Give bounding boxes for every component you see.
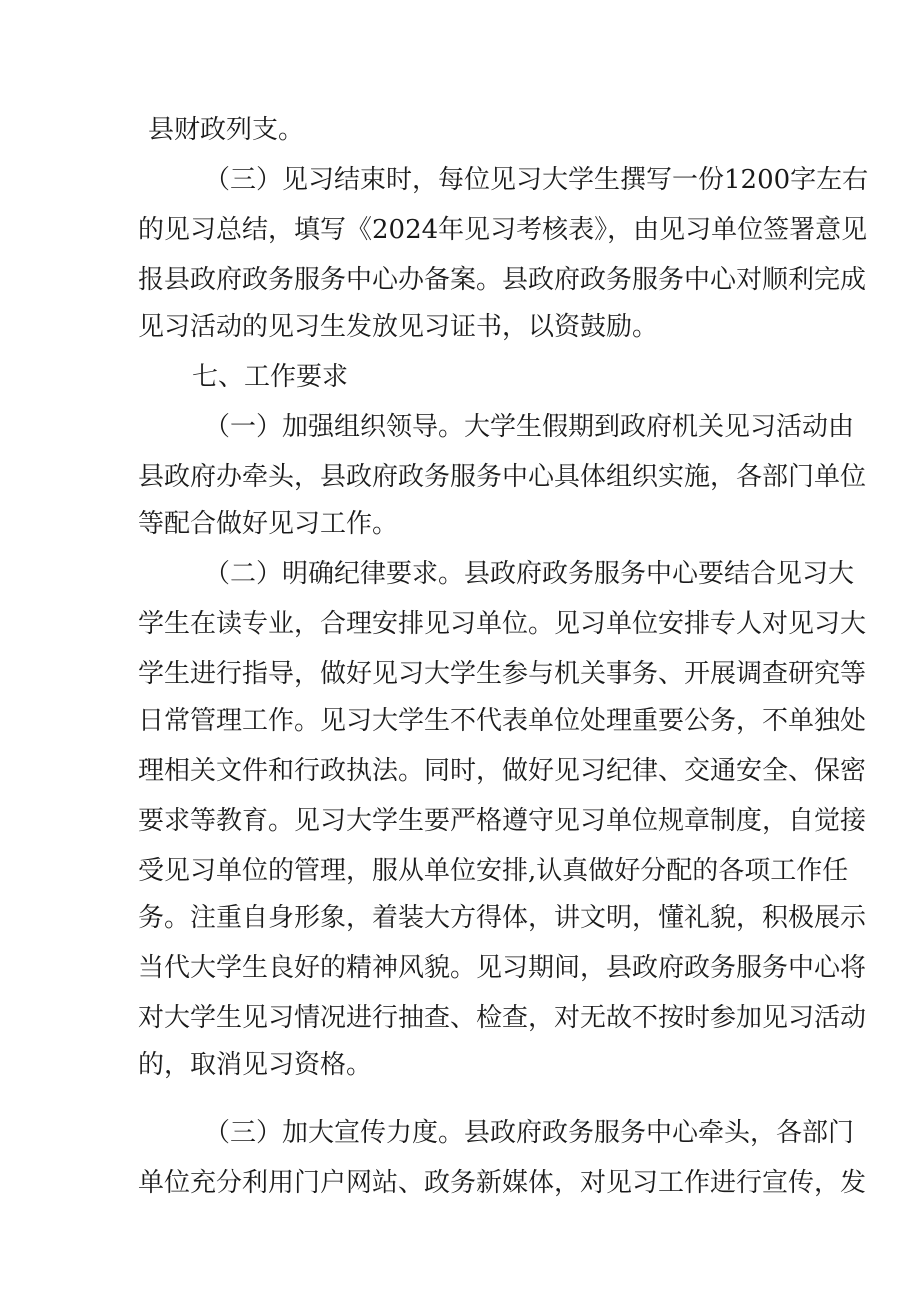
section-heading: 七、工作要求 bbox=[192, 362, 349, 392]
text-line: 对大学生见习情况进行抽查、检查，对无故不按时参加见习活动 bbox=[138, 1003, 867, 1033]
text-line: 报县政府政务服务中心办备案。县政府政务服务中心对顺利完成 bbox=[138, 265, 867, 295]
text-line: 的，取消见习资格。 bbox=[138, 1050, 373, 1080]
text-line: 等配合做好见习工作。 bbox=[138, 509, 399, 539]
text-line: 县政府办牵头，县政府政务服务中心具体组织实施，各部门单位 bbox=[138, 462, 867, 492]
text-line: 当代大学生良好的精神风貌。见习期间，县政府政务服务中心将 bbox=[138, 953, 867, 983]
text-line: 县财政列支。 bbox=[148, 115, 305, 145]
text-line: 学生在读专业，合理安排见习单位。见习单位安排专人对见习大 bbox=[138, 609, 867, 639]
text-line: （一）加强组织领导。大学生假期到政府机关见习活动由 bbox=[204, 412, 855, 442]
text-line: 要求等教育。见习大学生要严格遵守见习单位规章制度，自觉接 bbox=[138, 806, 867, 836]
text-line: （三）加大宣传力度。县政府政务服务中心牵头，各部门 bbox=[204, 1118, 855, 1148]
text-line: 见习活动的见习生发放见习证书，以资鼓励。 bbox=[138, 312, 659, 342]
text-line: 学生进行指导，做好见习大学生参与机关事务、开展调查研究等 bbox=[138, 659, 867, 689]
text-line: 受见习单位的管理，服从单位安排,认真做好分配的各项工作任 bbox=[138, 856, 849, 886]
text-line: 单位充分利用门户网站、政务新媒体，对见习工作进行宣传，发 bbox=[138, 1168, 867, 1198]
text-line: 务。注重自身形象，着装大方得体，讲文明，懂礼貌，积极展示 bbox=[138, 903, 867, 933]
text-line: 的见习总结，填写《2024年见习考核表》，由见习单位签署意见 bbox=[138, 215, 868, 245]
text-line: 日常管理工作。见习大学生不代表单位处理重要公务，不单独处 bbox=[138, 706, 867, 736]
text-line: （二）明确纪律要求。县政府政务服务中心要结合见习大 bbox=[204, 559, 855, 589]
text-line: （三）见习结束时，每位见习大学生撰写一份1200字左右 bbox=[204, 165, 869, 195]
text-line: 理相关文件和行政执法。同时，做好见习纪律、交通安全、保密 bbox=[138, 756, 867, 786]
